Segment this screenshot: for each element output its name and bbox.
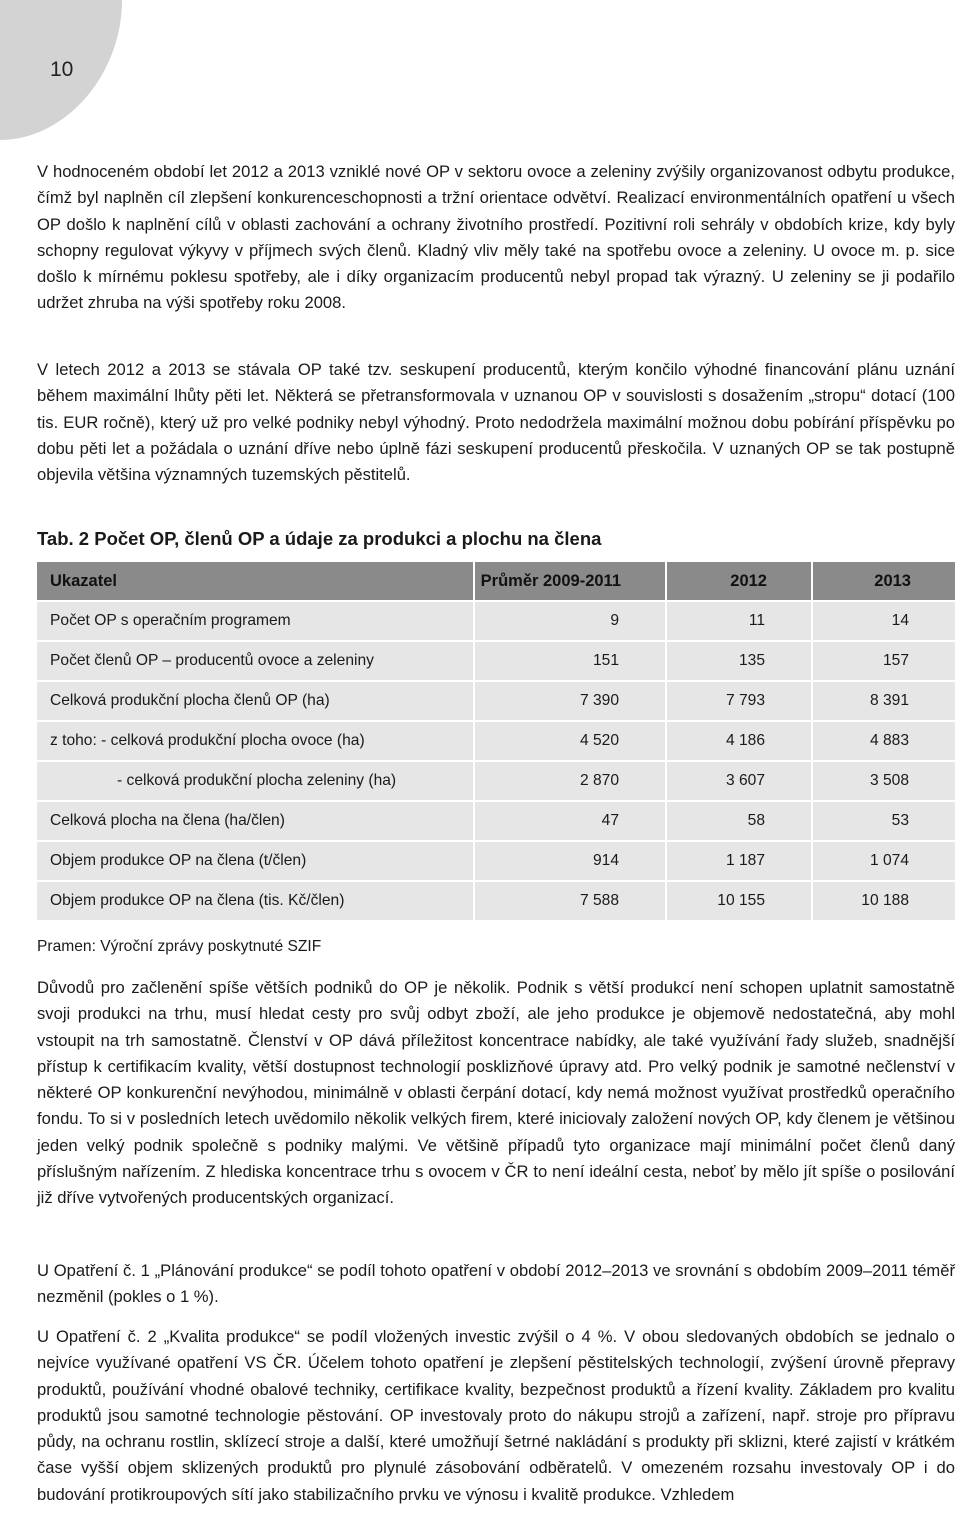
table-row	[37, 880, 955, 920]
table-row	[37, 720, 955, 760]
cell-value: 7 793	[665, 680, 811, 720]
column-header: 2012	[665, 562, 811, 600]
row-label: Počet OP s operačním programem	[37, 600, 473, 640]
table-title: Tab. 2 Počet OP, členů OP a údaje za produkci a plochu na člena	[37, 528, 602, 549]
table-row	[37, 840, 955, 880]
row-label: z toho: - celková produkční plocha ovoce (ha)	[37, 720, 473, 760]
row-label: Objem produkce OP na člena (tis. Kč/člen)	[37, 880, 473, 920]
cell-value: 157	[811, 640, 955, 680]
paragraph-producer-groups: V letech 2012 a 2013 se stávala OP také tzv. seskupení producentů, kterým končilo výhodné financování plánu uznání během maximální lhůty pěti let. Některá se přetransformovala v uznanou OP v souvislosti s dosažením „stropu“ dotací (100 tis. EUR ročně), který už pro velké podniky nebyl výhodný. Proto nedodržela maximální možnou dobu pobírání příspěvku po dobu pěti let a požádala o uznání dříve nebo úplně fázi seskupení producentů přeskočila. V uznaných OP se tak postupně objevila většina významných tuzemských pěstitelů.	[37, 360, 955, 485]
cell-value: 58	[665, 800, 811, 840]
column-header: Průměr 2009-2011	[473, 562, 665, 600]
cell-value: 4 186	[665, 720, 811, 760]
cell-value: 135	[665, 640, 811, 680]
cell-value: 7 588	[473, 880, 665, 920]
cell-value: 914	[473, 840, 665, 880]
table-header-row	[37, 562, 955, 600]
cell-value: 4 520	[473, 720, 665, 760]
cell-value: 10 155	[665, 880, 811, 920]
paragraph-measure-2: U Opatření č. 2 „Kvalita produkce“ se podíl vložených investic zvýšil o 4 %. V obou sledovaných obdobích se jednalo o nejvíce využívané opatření VS ČR. Účelem tohoto opatření je zlepšení pěstitelských technologií, zvýšení úrovně přepravy produktů, používání vhodné obalové techniky, certifikace kvality, bezpečnost produktů a řízení kvality. Základem pro kvalitu produktů jsou samotné technologie pěstování. OP investovaly proto do nákupu strojů a zařízení, např. stroje pro přípravu půdy, na ochranu rostlin, sklízecí stroje a další, které umožňují šetrné nakládání s produkty při sklizni, které zajistí v krátkém čase vyšší objem sklizených produktů pro plynulé zásobování odběratelů. V omezeném rozsahu investovaly OP i do budování protikroupových sítí jako stabilizačního prvku ve výnosu i kvalitě produkce. Vzhledem	[37, 1327, 955, 1504]
cell-value: 14	[811, 600, 955, 640]
table-row	[37, 800, 955, 840]
cell-value: 2 870	[473, 760, 665, 800]
table-row	[37, 680, 955, 720]
data-table	[37, 562, 955, 920]
paragraph-large-enterprises: Důvodů pro začlenění spíše větších podniků do OP je několik. Podnik s větší produkcí není schopen uplatnit samostatně svoji produkci na trhu, musí hledat cesty pro svůj odbyt zboží, ale jeho produkce je objemově nedostatečná, aby mohl vstoupit na trh samostatně. Členství v OP dává příležitost koncentrace nabídky, ale také využívání řady služeb, snadnější přístup k certifikacím kvality, větší dostupnost technologií posklizňové úpravy atd. Pro velký podnik je samotné nečlenství v některé OP konkurenční nevýhodou, minimálně v oblasti čerpání dotací, kdy nemá možnost využívat prostředků operačního fondu. To si v posledních letech uvědomilo několik velkých firem, které iniciovaly založení nových OP, kdy členem je většinou jeden velký podnik společně s podniky malými. Ve většině případů tyto organizace mají minimální počet členů daný příslušným nařízením. Z hlediska koncentrace trhu s ovocem v ČR to není ideální cesta, neboť by mělo jít spíše o posilování již dříve vytvořených producentských organizací.	[37, 978, 955, 1208]
cell-value: 47	[473, 800, 665, 840]
table-row	[37, 760, 955, 800]
cell-value: 11	[665, 600, 811, 640]
table-row	[37, 640, 955, 680]
page-number: 10	[50, 58, 74, 81]
paragraph-measure-1: U Opatření č. 1 „Plánování produkce“ se podíl tohoto opatření v období 2012–2013 ve srovnání s obdobím 2009–2011 téměř nezměnil (pokles o 1 %).	[37, 1261, 955, 1307]
column-header: Ukazatel	[37, 562, 473, 600]
row-label: Objem produkce OP na člena (t/člen)	[37, 840, 473, 880]
cell-value: 10 188	[811, 880, 955, 920]
cell-value: 3 607	[665, 760, 811, 800]
row-label: Počet členů OP – producentů ovoce a zeleniny	[37, 640, 473, 680]
cell-value: 151	[473, 640, 665, 680]
paragraph-outcomes: V hodnoceném období let 2012 a 2013 vzniklé nové OP v sektoru ovoce a zeleniny zvýšily organizovanost odbytu produkce, čímž byl naplněn cíl zlepšení konkurenceschopnosti a tržní orientace odvětví. Realizací environmentálních opatření u všech OP došlo k naplnění cílů v oblasti zachování a ochrany životního prostředí. Pozitivní roli sehrály v obdobích krize, kdy byly schopny regulovat výkyvy v příjmech svých členů. Kladný vliv měly také na spotřebu ovoce a zeleniny. U ovoce m. p. sice došlo k mírnému poklesu spotřeby, ale i díky organizacím producentů nebyl propad tak výrazný. U zeleniny se ji podařilo udržet zhruba na výši spotřeby roku 2008.	[37, 162, 955, 313]
row-label: Celková produkční plocha členů OP (ha)	[37, 680, 473, 720]
row-label: - celková produkční plocha zeleniny (ha)	[37, 760, 473, 800]
row-label: Celková plocha na člena (ha/člen)	[37, 800, 473, 840]
cell-value: 8 391	[811, 680, 955, 720]
cell-value: 4 883	[811, 720, 955, 760]
cell-value: 3 508	[811, 760, 955, 800]
table-row	[37, 600, 955, 640]
column-header: 2013	[811, 562, 955, 600]
cell-value: 1 074	[811, 840, 955, 880]
cell-value: 9	[473, 600, 665, 640]
table-source: Pramen: Výroční zprávy poskytnuté SZIF	[37, 938, 322, 955]
cell-value: 7 390	[473, 680, 665, 720]
cell-value: 1 187	[665, 840, 811, 880]
cell-value: 53	[811, 800, 955, 840]
